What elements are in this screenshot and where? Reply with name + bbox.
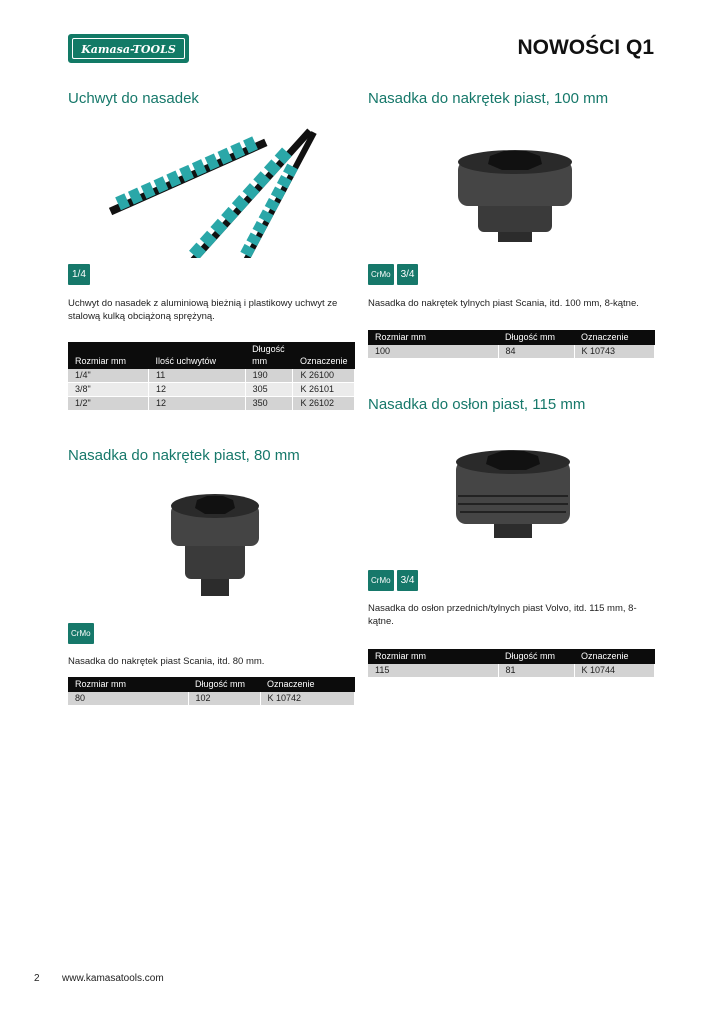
socket80-heading: Nasadka do nakrętek piast, 80 mm (68, 447, 300, 464)
table-row (68, 383, 355, 397)
col-header: Długość mm (498, 649, 574, 664)
holder-badges (68, 264, 90, 285)
socket-115-image (448, 448, 578, 543)
cell: 102 (188, 692, 260, 706)
table-header-row (68, 342, 355, 369)
material-badge: CrMo (68, 623, 94, 644)
material-badge: CrMo (368, 264, 394, 285)
socket115-heading: Nasadka do osłon piast, 115 mm (368, 396, 586, 413)
table-row (68, 397, 355, 411)
table-header-row (68, 677, 355, 692)
col-header: Oznaczenie (260, 677, 355, 692)
cell: 81 (498, 664, 574, 678)
socket115-badges (368, 570, 418, 591)
page-number: 2 (34, 973, 40, 984)
cell: 84 (498, 345, 574, 359)
socket80-badges (68, 623, 94, 644)
cell: 305 (245, 383, 293, 397)
col-header: Rozmiar mm (68, 342, 148, 369)
cell: K 10743 (574, 345, 655, 359)
cell: 80 (68, 692, 188, 706)
table-header-row (368, 330, 655, 345)
col-header: Rozmiar mm (368, 330, 498, 345)
cell: 12 (148, 397, 245, 411)
socket-holder-image (100, 118, 330, 258)
cell: 190 (245, 369, 293, 383)
cell: K 26100 (293, 369, 355, 383)
col-header: Rozmiar mm (68, 677, 188, 692)
table-row (68, 369, 355, 383)
socket100-spec-table (368, 330, 655, 359)
socket100-heading: Nasadka do nakrętek piast, 100 mm (368, 90, 609, 107)
table-row (368, 664, 655, 678)
col-header: Rozmiar mm (368, 649, 498, 664)
socket100-badges (368, 264, 418, 285)
socket80-spec-table (68, 677, 355, 706)
cell: K 26101 (293, 383, 355, 397)
cell: 350 (245, 397, 293, 411)
col-header: Długość mm (188, 677, 260, 692)
cell: K 26102 (293, 397, 355, 411)
cell: 1/2" (68, 397, 148, 411)
socket-100-image (450, 148, 580, 248)
holder-spec-table (68, 342, 355, 411)
cell: 3/8" (68, 383, 148, 397)
table-row (68, 692, 355, 706)
socket80-description: Nasadka do nakrętek piast Scania, itd. 80 mm. (68, 656, 265, 667)
col-header: Długość mm (245, 342, 293, 369)
cell: K 10744 (574, 664, 655, 678)
table-header-row (368, 649, 655, 664)
col-header: Oznaczenie (293, 342, 355, 369)
table-row (368, 345, 655, 359)
cell: 1/4" (68, 369, 148, 383)
drive-badge: 3/4 (397, 570, 419, 591)
cell: 100 (368, 345, 498, 359)
socket100-description: Nasadka do nakrętek tylnych piast Scania, itd. 100 mm, 8-kątne. (368, 298, 639, 309)
cell: K 10742 (260, 692, 355, 706)
page-title: NOWOŚCI Q1 (517, 36, 654, 59)
socket115-description: Nasadka do osłon przednich/tylnych piast Volvo, itd. 115 mm, 8-kątne. (368, 603, 637, 627)
size-badge: 1/4 (68, 264, 90, 285)
material-badge: CrMo (368, 570, 394, 591)
cell: 115 (368, 664, 498, 678)
cell: 12 (148, 383, 245, 397)
brand-logo-text: Kamasa-TOOLS (72, 38, 185, 59)
col-header: Ilość uchwytów (148, 342, 245, 369)
socket115-spec-table (368, 649, 655, 678)
holder-description: Uchwyt do nasadek z aluminiową bieżnią i plastikowy uchwyt ze stalową kulką obciążoną sprężyną. (68, 298, 338, 322)
footer-website: www.kamasatools.com (62, 973, 164, 984)
brand-logo (68, 34, 189, 63)
drive-badge: 3/4 (397, 264, 419, 285)
col-header: Oznaczenie (574, 330, 655, 345)
col-header: Oznaczenie (574, 649, 655, 664)
cell: 11 (148, 369, 245, 383)
socket-80-image (165, 492, 265, 602)
col-header: Długość mm (498, 330, 574, 345)
holder-heading: Uchwyt do nasadek (68, 90, 199, 107)
